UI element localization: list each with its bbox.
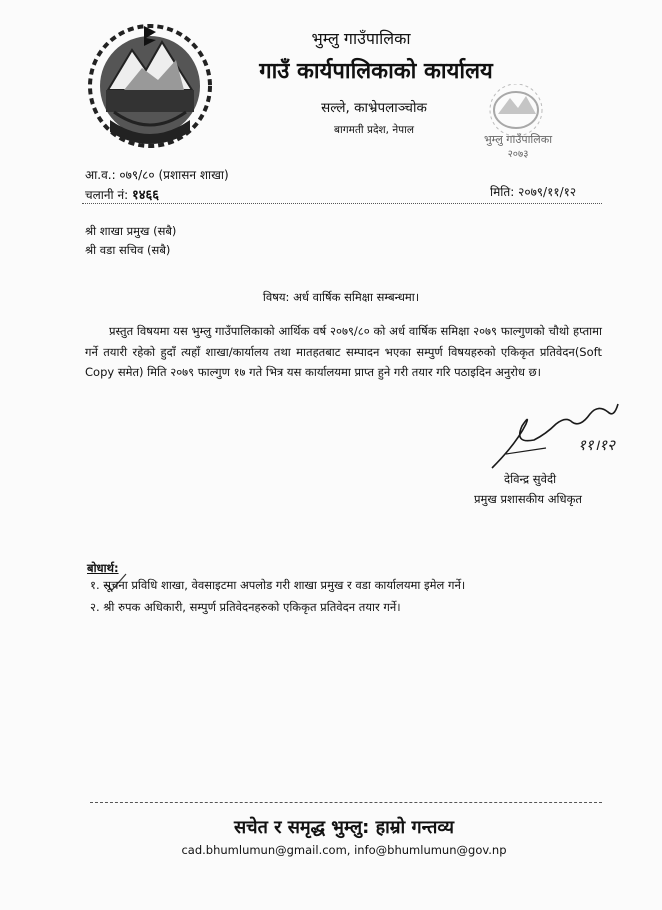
signature-date: ११।१२ [578,436,615,454]
letter-subject: विषय: अर्ध वार्षिक समिक्षा सम्बन्धमा। [262,290,420,304]
chalani-number: १४६६ [131,188,160,203]
municipality-name: भुम्लु गाउँपालिका [311,29,411,48]
footer-divider [90,802,602,803]
stamp-year: २०७३ [507,149,529,160]
letter-body: प्रस्तुत विषयमा यस भुम्लु गाउँपालिकाको आर्थिक वर्ष २०७९/८० को अर्ध वार्षिक समिक्षा २०७९ फाल्गुणको चौथो हप्तामा गर्ने तयारी रहेको हुदाँ त्यहाँ शाखा/कार्यालय तथा मातहतबाट सम्पादन भएका सम्पुर्ण विषयहरुको एकिकृत प्रतिवेदन(Soft Copy समेत) मिति २०७९ फाल्गुण १७ गते भित्र यस कार्यालयमा प्राप्त हुने गरी तयार गरि पठाइदिन अनुरोध छ। [85,324,602,379]
signature-icon [486,384,636,484]
fiscal-year-line: आ.व.: ०७९/८० (प्रशासन शाखा) [85,168,229,182]
stamp-label: भुम्लु गाउँपालिका [483,133,553,146]
cc-item-2: २. श्री रुपक अधिकारी, सम्पुर्ण प्रतिवेदनहरुको एकिकृत प्रतिवेदन तयार गर्ने। [90,600,401,614]
cc-item-1: १. सूचना प्रविधि शाखा, वेवसाइटमा अपलोड गरी शाखा प्रमुख र वडा कार्यालयमा इमेल गर्ने। [90,578,466,592]
header-divider [82,203,602,204]
footer-slogan: सचेत र समृद्ध भुम्लु: हाम्रो गन्तव्य [233,817,455,838]
recipient-2: श्री वडा सचिव (सबै) [85,243,171,257]
office-title: गाउँ कार्यपालिकाको कार्यालय [259,59,493,84]
letter-date: मिति: २०७९/११/१२ [490,185,577,199]
office-address: सल्ले, काभ्रेपलाञ्चोक [321,100,427,116]
recipient-1: श्री शाखा प्रमुख (सबै) [85,224,177,238]
cc-heading: बोधार्थ: [87,561,119,575]
signatory-name: देविन्द्र सुवेदी [504,472,557,486]
province-line: बागमती प्रदेश, नेपाल [334,124,414,136]
footer-emails: cad.bhumlumun@gmail.com, info@bhumlumun@gov.np [181,843,507,857]
signatory-title: प्रमुख प्रशासकीय अधिकृत [474,492,582,506]
chalani-line [85,185,159,203]
chalani-label: चलानी नं: [85,188,129,202]
